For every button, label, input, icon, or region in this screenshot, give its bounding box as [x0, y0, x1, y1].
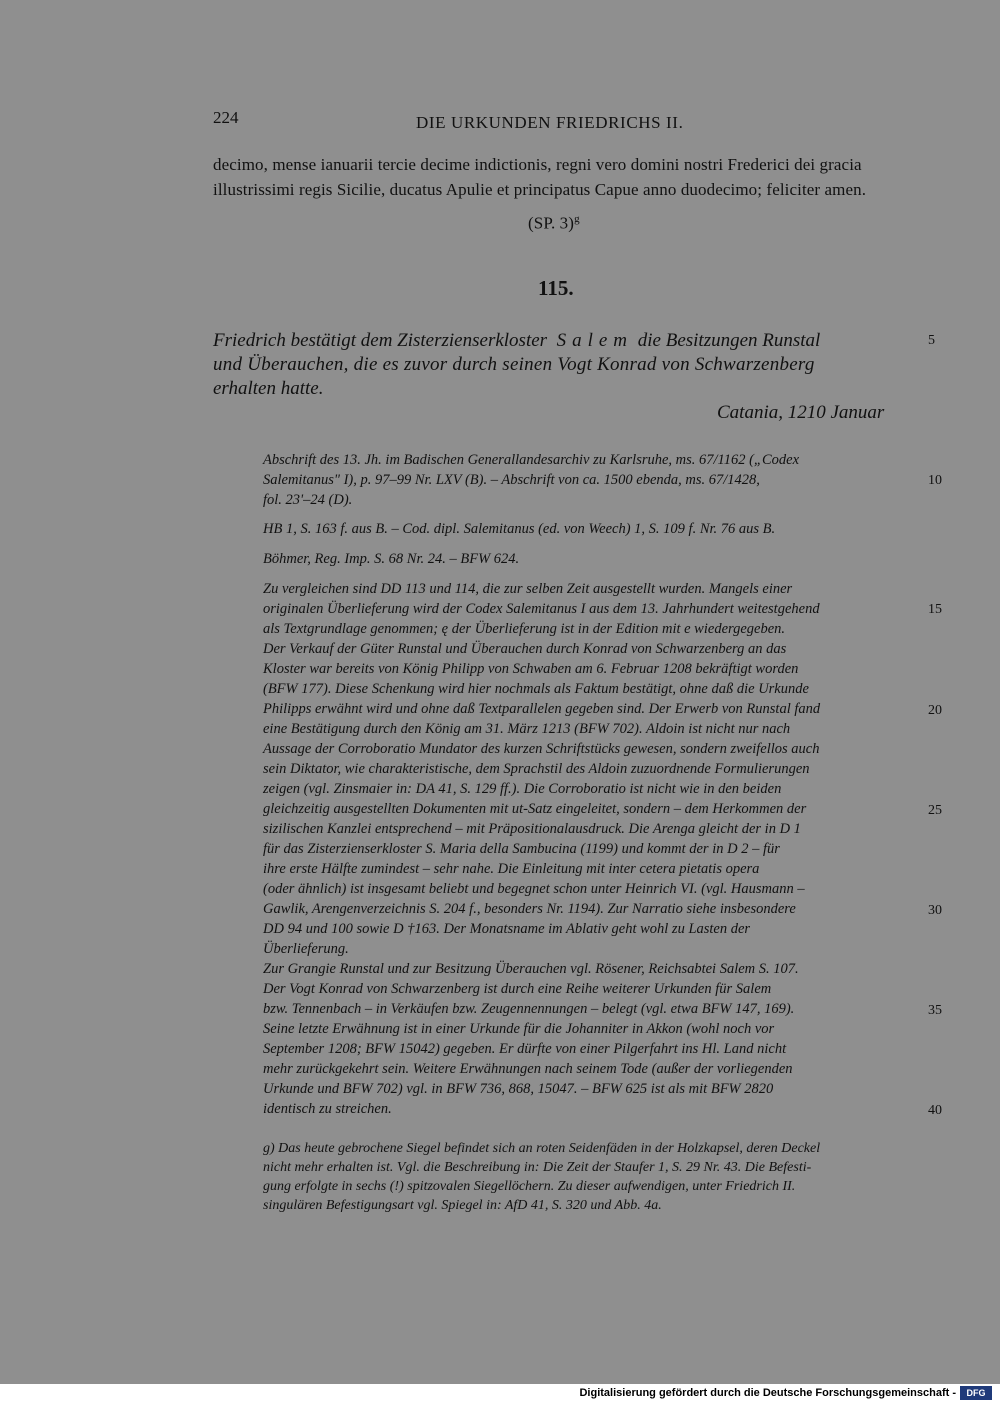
tradition-line: Abschrift des 13. Jh. im Badischen Generallandesarchiv zu Karlsruhe, ms. 67/1162 („Codex — [263, 452, 800, 468]
commentary-line: eine Bestätigung durch den König am 31. März 1213 (BFW 702). Aldoin ist nicht nur nach — [263, 721, 791, 737]
commentary-line: sizilischen Kanzlei entsprechend – mit Präpositionalausdruck. Die Arenga gleicht der in D 1 — [263, 821, 801, 837]
commentary-line: Kloster war bereits von König Philipp von Schwaben am 6. Februar 1208 bekräftigt worden — [263, 661, 799, 677]
commentary-line: originalen Überlieferung wird der Codex Salemitanus I aus dem 13. Jahrhundert weitestgehend — [263, 601, 820, 617]
commentary-line: Urkunde und BFW 702) vgl. in BFW 736, 868, 15047. – BFW 625 ist als mit BFW 2820 — [263, 1081, 774, 1097]
line-number: 15 — [928, 602, 942, 617]
footnote-line: nicht mehr erhalten ist. Vgl. die Beschreibung in: Die Zeit der Staufer 1, S. 29 Nr. 43. Die Befesti- — [263, 1160, 812, 1175]
commentary-line: sein Diktator, wie charakteristische, dem Sprachstil des Aldoin zuzuordnende Formulierungen — [263, 761, 810, 777]
commentary-line: (oder ähnlich) ist insgesamt beliebt und begegnet schon unter Heinrich VI. (vgl. Hausmann – — [263, 881, 805, 897]
footnote-line: g) Das heute gebrochene Siegel befindet sich an roten Seidenfäden in der Holzkapsel, deren Deckel — [263, 1141, 821, 1156]
tradition-line: Salemitanus" I), p. 97–99 Nr. LXV (B). – Abschrift von ca. 1500 ebenda, ms. 67/1428, — [263, 472, 760, 488]
line-number: 10 — [928, 473, 942, 488]
regest-line: und Überauchen, die es zuvor durch seinen Vogt Konrad von Schwarzenberg — [213, 354, 815, 375]
commentary-line: Seine letzte Erwähnung ist in einer Urkunde für die Johanniter in Akkon (wohl noch vor — [263, 1021, 775, 1037]
commentary-line: Zu vergleichen sind DD 113 und 114, die zur selben Zeit ausgestellt wurden. Mangels einer — [263, 581, 793, 597]
regest-line: Friedrich bestätigt dem Zisterzienserkloster Salem die Besitzungen Runstal — [213, 330, 821, 351]
document-number: 115. — [538, 276, 574, 300]
commentary-line: (BFW 177). Diese Schenkung wird hier nochmals als Faktum bestätigt, ohne daß die Urkunde — [263, 681, 809, 697]
commentary-line: Der Verkauf der Güter Runstal und Überauchen durch Konrad von Schwarzenberg an das — [263, 641, 787, 657]
commentary-line: identisch zu streichen. — [263, 1101, 392, 1117]
commentary-line: für das Zisterzienserkloster S. Maria della Sambucina (1199) und kommt der in D 2 – für — [263, 841, 780, 857]
editions-line: HB 1, S. 163 f. aus B. – Cod. dipl. Salemitanus (ed. von Weech) 1, S. 109 f. Nr. 76 aus B. — [263, 521, 776, 537]
line-number: 40 — [928, 1103, 942, 1118]
page-number: 224 — [213, 108, 239, 127]
previous-text-line: illustrissimi regis Sicilie, ducatus Apulie et principatus Capue anno duodecimo; feliciter amen. — [213, 180, 867, 199]
commentary-line: ihre erste Hälfte zumindest – sehr nahe. Die Einleitung mit inter cetera pietatis opera — [263, 861, 760, 877]
commentary-line: als Textgrundlage genommen; ę der Überlieferung ist in der Edition mit e wiedergegeben. — [263, 621, 786, 637]
line-number: 30 — [928, 903, 942, 918]
commentary-line: Philipps erwähnt wird und ohne daß Textparallelen gegeben sind. Der Erwerb von Runstal fand — [263, 701, 821, 717]
commentary-line: gleichzeitig ausgestellten Dokumenten mit ut-Satz eingeleitet, sondern – dem Herkommen der — [263, 801, 807, 817]
commentary-line: zeigen (vgl. Zinsmaier in: DA 41, S. 129 ff.). Die Corroboratio ist nicht wie in den beiden — [263, 781, 782, 797]
previous-text-line: decimo, mense ianuarii tercie decime indictionis, regni vero domini nostri Frederici dei gracia — [213, 155, 862, 174]
tradition-line: fol. 23'–24 (D). — [263, 492, 353, 508]
commentary-line: mehr zurückgekehrt sein. Weitere Erwähnungen nach seinem Tode (außer der vorliegenden — [263, 1061, 793, 1077]
place-date: Catania, 1210 Januar — [717, 402, 885, 423]
running-title: DIE URKUNDEN FRIEDRICHS II. — [416, 113, 684, 132]
commentary-line: DD 94 und 100 sowie D †163. Der Monatsname im Ablativ geht wohl zu Lasten der — [263, 921, 751, 937]
commentary-line: bzw. Tennenbach – in Verkäufen bzw. Zeugennennungen – belegt (vgl. etwa BFW 147, 169). — [263, 1001, 795, 1017]
line-number: 25 — [928, 803, 942, 818]
line-number: 35 — [928, 1003, 942, 1018]
dfg-logo-icon[interactable]: DFG — [960, 1386, 992, 1400]
footnote-line: singulären Befestigungsart vgl. Spiegel in: AfD 41, S. 320 und Abb. 4a. — [263, 1198, 662, 1213]
commentary-line: Gawlik, Arengenverzeichnis S. 204 f., besonders Nr. 1194). Zur Narratio siehe insbesondere — [263, 901, 796, 917]
footer-bar — [0, 1384, 1000, 1403]
regesta-line: Böhmer, Reg. Imp. S. 68 Nr. 24. – BFW 624. — [263, 551, 520, 567]
commentary-line: Überlieferung. — [263, 941, 349, 957]
line-number: 5 — [928, 333, 935, 348]
line-number: 20 — [928, 703, 942, 718]
commentary-line: Der Vogt Konrad von Schwarzenberg ist durch eine Reihe weiterer Urkunden für Salem — [263, 981, 772, 997]
regest-line: erhalten hatte. — [213, 378, 324, 399]
funding-credit: Digitalisierung gefördert durch die Deutsche Forschungsgemeinschaft - — [579, 1387, 956, 1399]
footnote-line: gung erfolgte in sechs (!) spitzovalen Siegellöchern. Zu dieser aufwendigen, unter Friedrich II. — [263, 1179, 796, 1194]
commentary-line: Aussage der Corroboratio Mundator des kurzen Schriftstücks gewesen, sondern zweifellos auch — [263, 741, 820, 757]
commentary-line: Zur Grangie Runstal und zur Besitzung Überauchen vgl. Rösener, Reichsabtei Salem S. 107. — [263, 961, 799, 977]
seal-mark: (SP. 3)$^g$ — [528, 213, 580, 233]
commentary-line: September 1208; BFW 15042) gegeben. Er dürfte von einer Pilgerfahrt ins Hl. Land nicht — [263, 1041, 787, 1057]
